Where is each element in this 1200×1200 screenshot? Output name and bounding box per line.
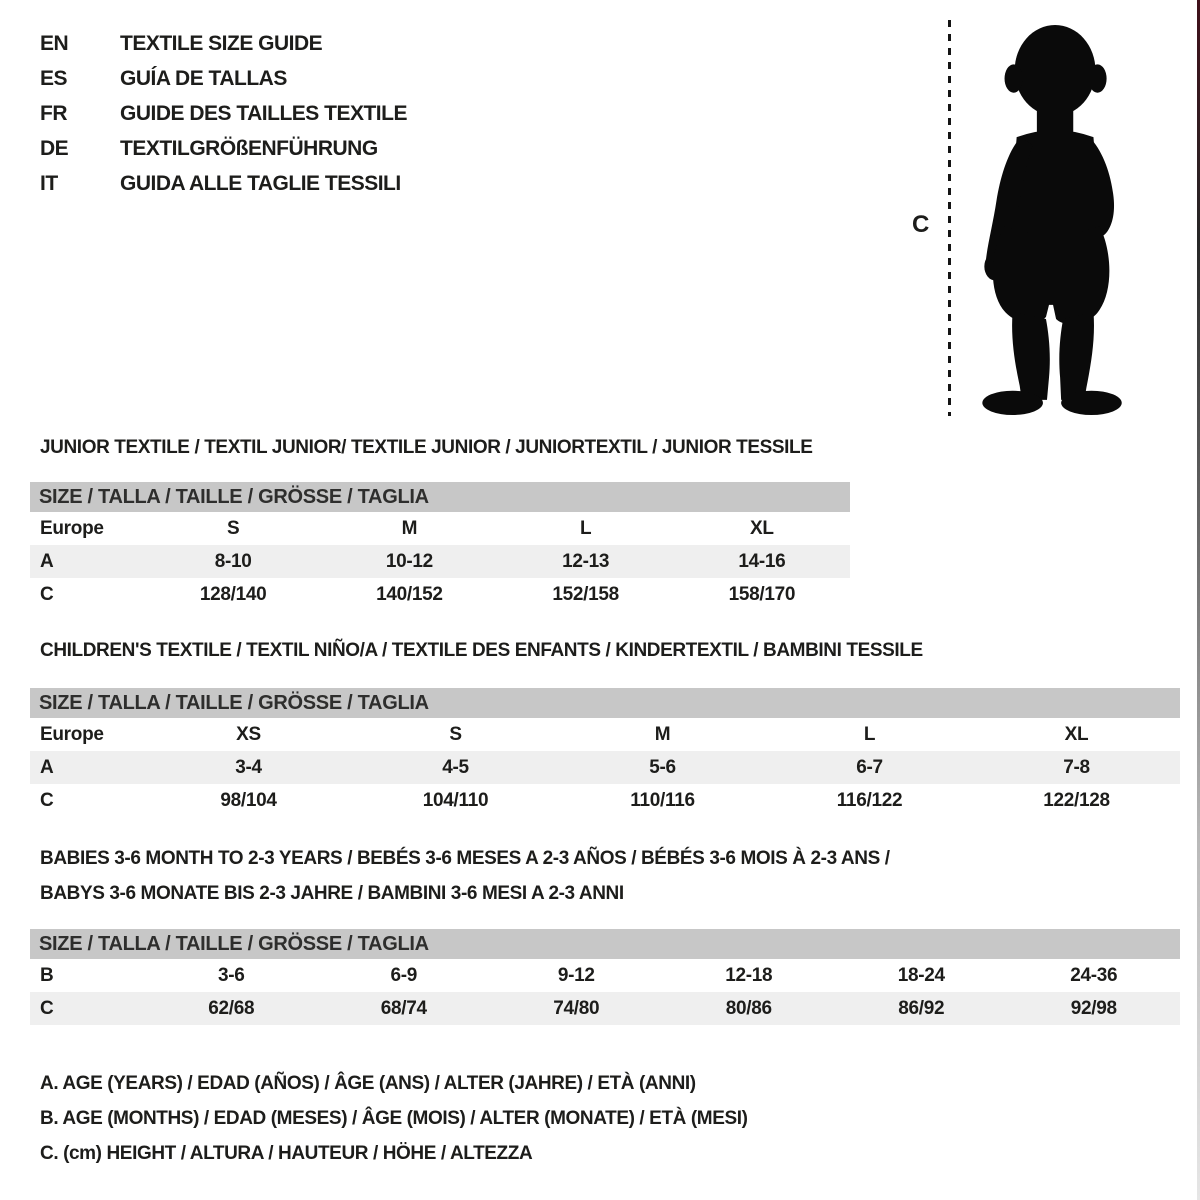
size-cell: 158/170	[728, 583, 796, 605]
size-cell: M	[654, 723, 671, 745]
section-title-children	[40, 633, 923, 668]
row-label: A	[40, 550, 54, 572]
size-cell: M	[401, 517, 418, 539]
size-cell: 5-6	[649, 756, 676, 778]
section-title-babies	[40, 841, 890, 911]
size-cell: S	[226, 517, 240, 539]
language-code: DE	[40, 136, 69, 160]
row-label: A	[40, 756, 54, 778]
size-cell: 24-36	[1070, 964, 1118, 986]
size-header-band: SIZE / TALLA / TAILLE / GRÖSSE / TAGLIA	[30, 929, 1180, 959]
row-label: Europe	[40, 517, 104, 539]
table-row	[30, 545, 850, 578]
row-label: C	[40, 789, 54, 811]
language-row	[40, 26, 407, 61]
height-measure-dashed-line	[948, 20, 951, 416]
table-row	[30, 512, 850, 545]
legend-line: B. AGE (MONTHS) / EDAD (MESES) / ÂGE (MOIS) / ALTER (MONATE) / ETÀ (MESI)	[40, 1108, 748, 1129]
size-cell: 98/104	[220, 789, 277, 811]
legend-line: C. (cm) HEIGHT / ALTURA / HAUTEUR / HÖHE / ALTEZZA	[40, 1143, 533, 1164]
size-cell: 3-6	[217, 964, 245, 986]
height-measure-label: C	[912, 211, 930, 238]
size-cell: 12-18	[725, 964, 773, 986]
language-code: FR	[40, 101, 67, 125]
size-cell: 128/140	[199, 583, 267, 605]
size-cell: 9-12	[557, 964, 595, 986]
language-name: GUIDA ALLE TAGLIE TESSILI	[120, 171, 401, 195]
language-code: ES	[40, 66, 68, 90]
table-row	[30, 992, 1180, 1025]
size-table-babies	[30, 929, 1180, 1025]
table-row	[30, 751, 1180, 784]
size-cell: 80/86	[725, 997, 772, 1019]
language-row	[40, 131, 407, 166]
size-cell: 86/92	[898, 997, 945, 1019]
language-name: TEXTILGRÖßENFÜHRUNG	[120, 136, 378, 160]
section-title-line: CHILDREN'S TEXTILE / TEXTIL NIÑO/A / TEXTILE DES ENFANTS / KINDERTEXTIL / BAMBINI TESSILE	[40, 640, 923, 661]
size-cell: 8-10	[214, 550, 252, 572]
size-table-children	[30, 688, 1180, 817]
size-cell: 110/116	[630, 789, 695, 811]
size-cell: 14-16	[738, 550, 786, 572]
size-cell: 62/68	[208, 997, 255, 1019]
size-cell: 10-12	[385, 550, 433, 572]
size-header-band: SIZE / TALLA / TAILLE / GRÖSSE / TAGLIA	[30, 688, 1180, 718]
size-cell: 6-7	[856, 756, 883, 778]
size-cell: S	[449, 723, 462, 745]
row-label: Europe	[40, 723, 104, 745]
table-row	[30, 718, 1180, 751]
size-cell: XL	[1064, 723, 1089, 745]
size-cell: 92/98	[1070, 997, 1117, 1019]
legend	[40, 1066, 748, 1171]
size-cell: 116/122	[836, 789, 903, 811]
language-name: GUÍA DE TALLAS	[120, 66, 287, 90]
size-cell: 74/80	[553, 997, 600, 1019]
size-cell: 152/158	[552, 583, 619, 605]
section-title-line: JUNIOR TEXTILE / TEXTIL JUNIOR/ TEXTILE JUNIOR / JUNIORTEXTIL / JUNIOR TESSILE	[40, 437, 813, 458]
size-cell: 18-24	[897, 964, 945, 986]
row-label: C	[40, 583, 54, 605]
section-title-line: BABIES 3-6 MONTH TO 2-3 YEARS / BEBÉS 3-6 MESES A 2-3 AÑOS / BÉBÉS 3-6 MOIS À 2-3 ANS /	[40, 848, 890, 869]
size-cell: 4-5	[442, 756, 469, 778]
size-header-band: SIZE / TALLA / TAILLE / GRÖSSE / TAGLIA	[30, 482, 850, 512]
size-cell: 7-8	[1063, 756, 1090, 778]
language-name: GUIDE DES TAILLES TEXTILE	[120, 101, 407, 125]
size-cell: 122/128	[1043, 789, 1110, 811]
size-table-junior	[30, 482, 850, 611]
table-row	[30, 959, 1180, 992]
size-cell: 12-13	[562, 550, 610, 572]
row-label: B	[40, 964, 54, 986]
size-cell: XS	[236, 723, 261, 745]
language-list	[40, 26, 407, 201]
size-cell: 104/110	[422, 789, 489, 811]
section-title-line: BABYS 3-6 MONATE BIS 2-3 JAHRE / BAMBINI 3-6 MESI A 2-3 ANNI	[40, 883, 624, 904]
size-cell: 140/152	[376, 583, 443, 605]
size-cell: L	[579, 517, 592, 539]
language-code: IT	[40, 171, 58, 195]
language-row	[40, 96, 407, 131]
size-cell: 6-9	[390, 964, 418, 986]
size-cell: L	[863, 723, 876, 745]
table-row	[30, 784, 1180, 817]
size-cell: 68/74	[380, 997, 427, 1019]
language-row	[40, 166, 407, 201]
section-title-junior	[40, 430, 813, 465]
size-cell: XL	[750, 517, 774, 539]
toddler-silhouette-icon	[968, 24, 1130, 416]
legend-line: A. AGE (YEARS) / EDAD (AÑOS) / ÂGE (ANS) / ALTER (JAHRE) / ETÀ (ANNI)	[40, 1073, 696, 1094]
size-cell: 3-4	[235, 756, 262, 778]
table-row	[30, 578, 850, 611]
language-code: EN	[40, 31, 69, 55]
language-name: TEXTILE SIZE GUIDE	[120, 31, 323, 55]
row-label: C	[40, 997, 54, 1019]
language-row	[40, 61, 407, 96]
